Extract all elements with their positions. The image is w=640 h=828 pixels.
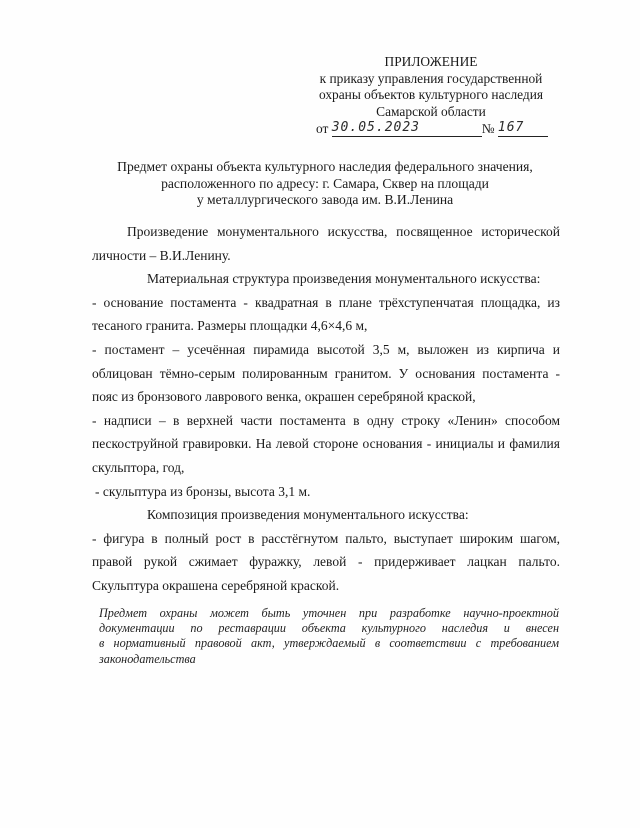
appendix-line-3: Самарской области — [376, 103, 486, 119]
paragraph-composition-heading: Композиция произведения монументального искусства: — [147, 507, 469, 523]
order-date-number-line — [316, 119, 564, 137]
number-field — [498, 119, 548, 137]
paragraph-inscriptions: - надписи – в верхней части постамента в одну строку «Ленин» способом пескоструйной гравировки. На левой стороне основания - инициалы и фамилия скульптора, год, — [92, 412, 560, 475]
note-line-2: документации по реставрации объекта культурного наследия и внесен — [99, 621, 559, 636]
note-line-3: в нормативный правовой акт, утверждаемый в соответствии с требованием — [99, 636, 559, 651]
note-line-4: законодательства — [99, 651, 196, 666]
appendix-line-1: к приказу управления государственной — [319, 70, 543, 86]
paragraph-pedestal-base: - основание постамента - квадратная в плане трёхступенчатая площадка, из тесаного гранита. Размеры площадки 4,6×4,6 м, — [92, 294, 560, 334]
protection-subject-heading — [90, 159, 560, 209]
date-prefix: от — [316, 121, 329, 136]
date-field — [332, 119, 482, 137]
appendix-header — [300, 54, 562, 120]
appendix-title: ПРИЛОЖЕНИЕ — [384, 54, 478, 69]
paragraph-figure-description: - фигура в полный рост в расстёгнутом пальто, выступает широким шагом, правой рукой сжимает фуражку, левой - придерживает лацкан пальто. Скульптура окрашена серебряной краской. — [92, 530, 560, 593]
order-number-value: 167 — [497, 120, 525, 135]
paragraph-pedestal: - постамент – усечённая пирамида высотой 3,5 м, выложен из кирпича и облицован тёмно-серым полированным гранитом. У основания постамента - пояс из бронзового лаврового венка, окрашен серебряной краской, — [92, 341, 560, 405]
subject-line-2: расположенного по адресу: г. Самара, Сквер на площади — [161, 175, 489, 191]
document-body — [92, 220, 560, 598]
note-line-1: Предмет охраны может быть уточнен при разработке научно-проектной — [99, 606, 559, 620]
number-prefix: № — [481, 121, 495, 136]
paragraph-sculpture-material: - скульптура из бронзы, высота 3,1 м. — [95, 483, 311, 499]
clarification-note — [99, 606, 559, 667]
subject-line-1: Предмет охраны объекта культурного наследия федерального значения, — [117, 159, 533, 174]
paragraph-material-structure-heading: Материальная структура произведения монументального искусства: — [147, 271, 541, 287]
subject-line-3: у металлургического завода им. В.И.Ленина — [196, 192, 454, 207]
paragraph-dedication: Произведение монументального искусства, посвященное исторической личности – В.И.Ленину. — [92, 224, 560, 263]
order-date-value: 30.05.2023 — [331, 120, 421, 135]
appendix-line-2: охраны объектов культурного наследия — [318, 87, 544, 102]
